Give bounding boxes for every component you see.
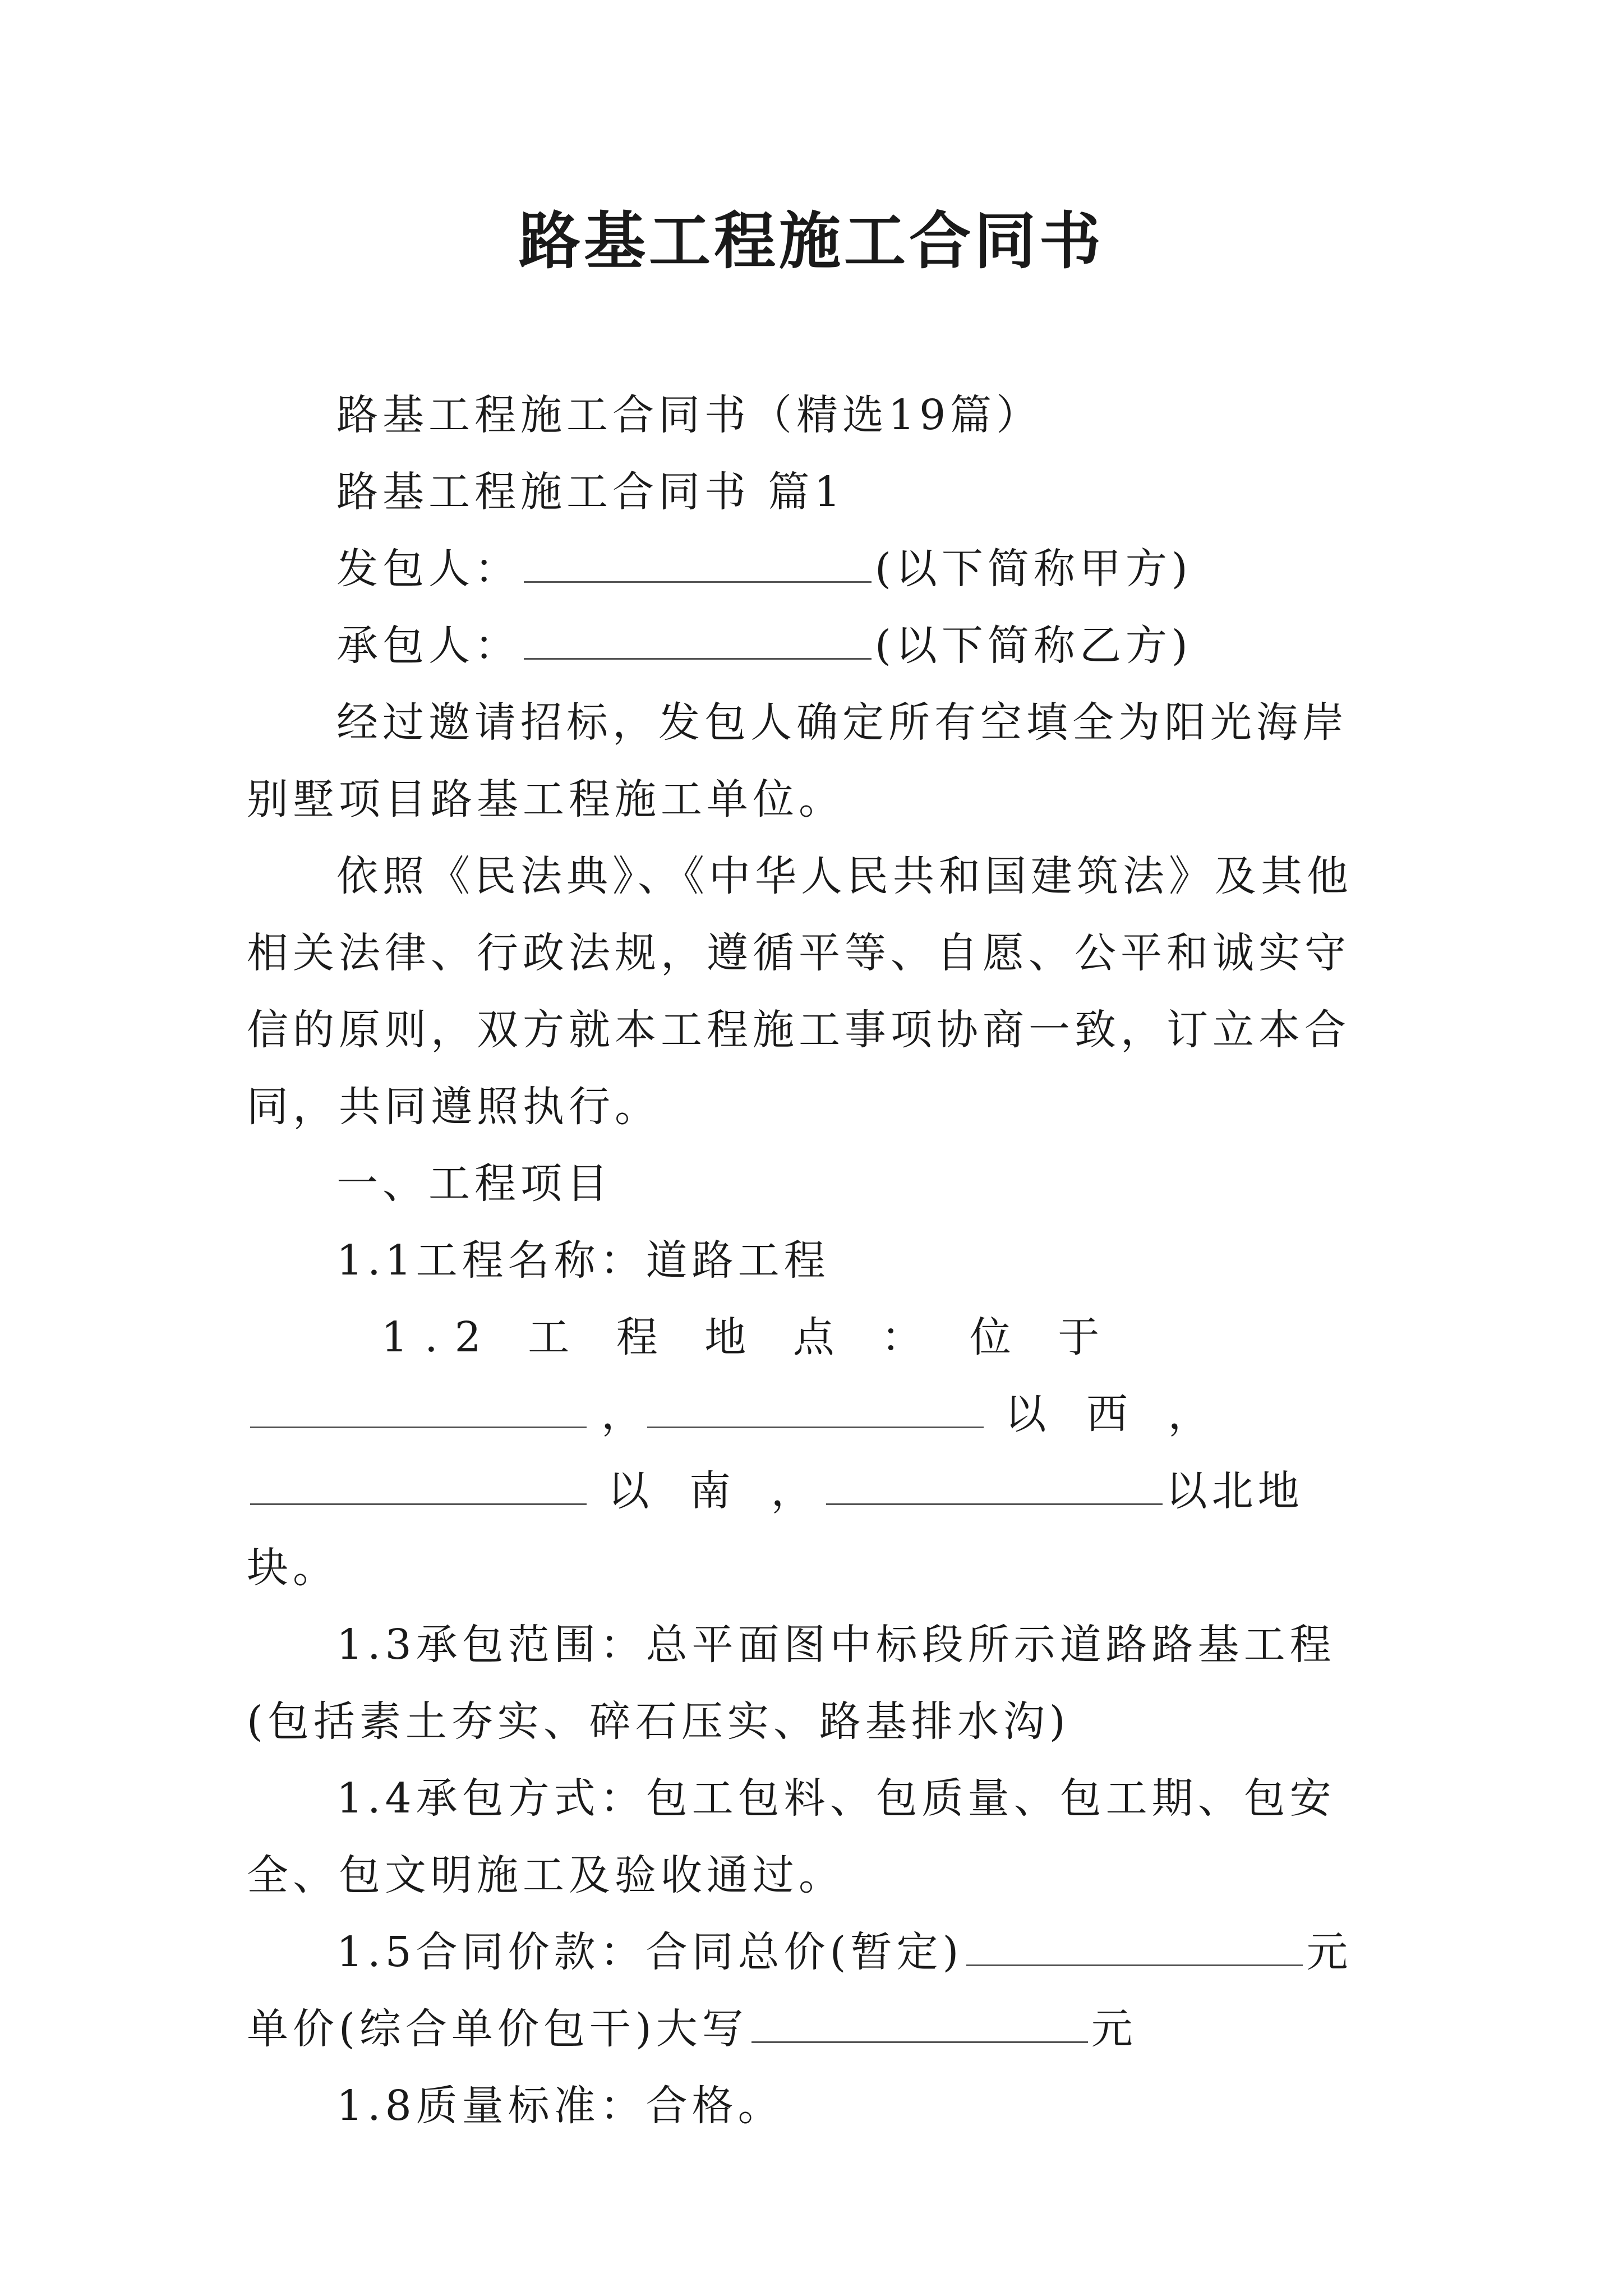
paragraph-intro: 经过邀请招标，发包人确定所有空填全为阳光海岸别墅项目路基工程施工单位。 <box>247 698 1348 823</box>
item-1-3: 1.3承包范围：总平面图中标段所示道路路基工程(包括素土夯实、碎石压实、路基排水沟) <box>247 1621 1336 1746</box>
party-a-label: 发包人： <box>336 545 520 593</box>
location-blank-1 <box>250 1393 587 1428</box>
price-capital-blank <box>751 2008 1088 2043</box>
item-1-4: 1.4承包方式：包工包料、包质量、包工期、包安全、包文明施工及验收通过。 <box>247 1774 1336 1899</box>
item-1-2 <box>247 1299 1380 1607</box>
party-b-label: 承包人： <box>336 622 520 670</box>
item-1-2-prefix: 1.2 工 程 地 点 ： 位 于 <box>381 1313 1117 1361</box>
heading-project: 一、工程项目 <box>336 1159 612 1208</box>
location-blank-2 <box>647 1393 984 1428</box>
item-1-1: 1.1工程名称：道路工程 <box>336 1236 830 1285</box>
item-1-5 <box>247 1914 1380 2068</box>
section-heading: 路基工程施工合同书 篇1 <box>336 468 845 516</box>
party-a-suffix: (以下简称甲方) <box>875 545 1192 593</box>
item-1-2-south: 以 南 ， <box>607 1467 826 1515</box>
item-1-5-prefix: 1.5合同价款：合同总价(暂定) <box>336 1928 963 1976</box>
price-total-blank <box>966 1931 1303 1966</box>
location-blank-4 <box>826 1470 1163 1505</box>
party-b-blank <box>524 624 872 660</box>
paragraph-basis: 依照《民法典》、《中华人民共和国建筑法》及其他相关法律、行政法规，遵循平等、自愿、公平和诚实守信的原则，双方就本工程施工事项协商一致，订立本合同，共同遵照执行。 <box>247 852 1353 1131</box>
item-1-5-mid: 元单价(综合单价包干)大写 <box>247 1928 1353 2053</box>
party-a-line <box>247 531 1380 608</box>
item-1-2-comma: ， <box>601 1390 647 1438</box>
document-body <box>247 377 1380 2145</box>
item-1-2-west: 以 西 ， <box>1004 1390 1223 1438</box>
item-1-8: 1.8质量标准：合格。 <box>336 2082 784 2130</box>
party-a-blank <box>524 547 872 583</box>
location-blank-3 <box>250 1470 587 1505</box>
subtitle: 路基工程施工合同书（精选19篇） <box>336 391 1043 439</box>
item-1-2-north: 以北地块。 <box>247 1467 1304 1592</box>
party-b-line <box>247 608 1380 684</box>
document-title: 路基工程施工合同书 <box>519 205 1104 277</box>
item-1-5-suffix: 元 <box>1091 2005 1137 2053</box>
party-b-suffix: (以下简称乙方) <box>875 622 1192 670</box>
